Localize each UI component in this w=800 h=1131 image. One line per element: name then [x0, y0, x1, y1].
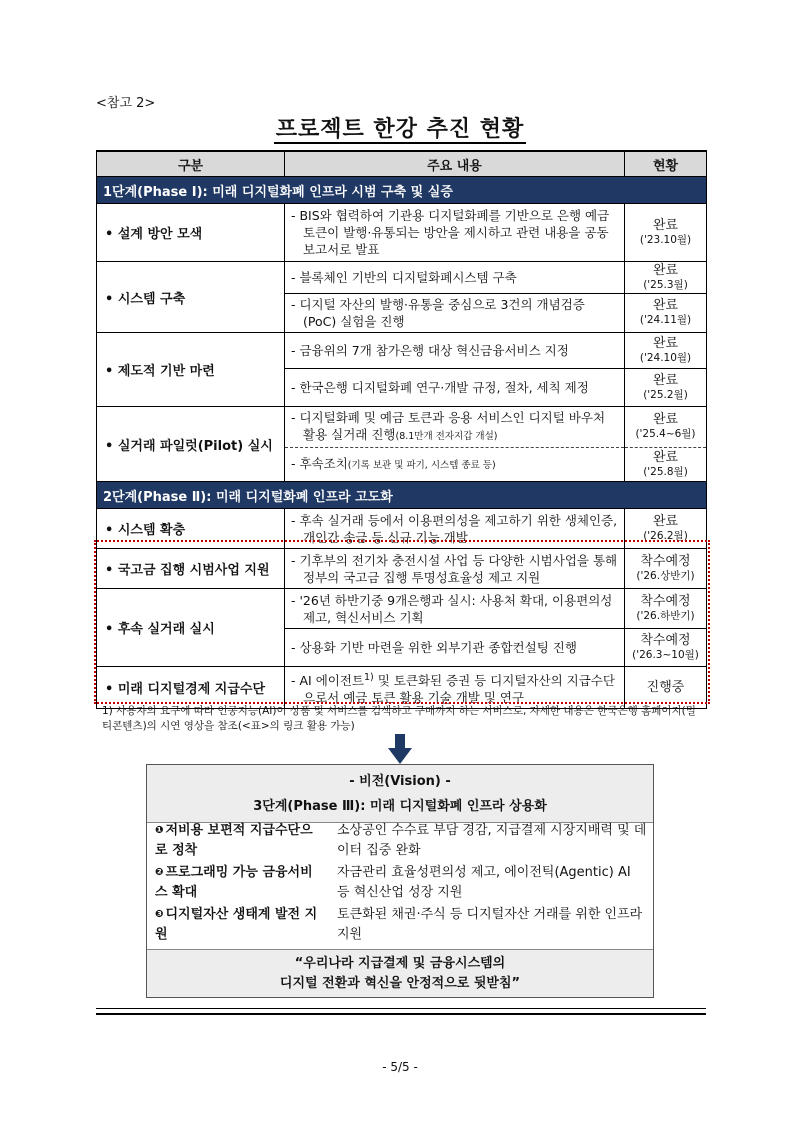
phase2-bar: 2단계(Phase Ⅱ): 미래 디지털화폐 인프라 고도화: [97, 482, 707, 509]
table-row: [97, 667, 707, 709]
row-status: 완료 ('25.8월): [625, 448, 707, 482]
row-content: - 후속 실거래 등에서 이용편의성을 제고하기 위한 생체인증, 개인간 송금 등 신규 기능 개발: [285, 509, 625, 549]
table-row: [97, 589, 707, 629]
row-content: - 금융위의 7개 참가은행 대상 혁신금융서비스 지정: [285, 333, 625, 369]
row-status: 착수예정 ('26.3~10월): [625, 629, 707, 667]
row-content: - '26년 하반기중 9개은행과 실시: 사용처 확대, 이용편의성 제고, 혁신서비스 기획: [285, 589, 625, 629]
vision-slogan: “우리나라 지급결제 및 금융시스템의 디지털 전환과 혁신을 안정적으로 뒷받침”: [147, 949, 653, 997]
row-content: - 한국은행 디지털화폐 연구·개발 규정, 절차, 세칙 제정: [285, 369, 625, 407]
table-row: [97, 262, 707, 294]
table-row: [97, 333, 707, 369]
header-content: 주요 내용: [285, 151, 625, 177]
row-content: - 후속조치(기록 보관 및 파기, 시스템 종료 등): [285, 448, 625, 482]
row-content: - 블록체인 기반의 디지털화폐시스템 구축: [285, 262, 625, 294]
row-content: - AI 에이전트$^{1)}$ 및 토큰화된 증권 등 디지털자산의 지급수단으로서 예금 토큰 활용 기술 개발 및 연구: [285, 667, 625, 709]
row-status: 착수예정 ('26.하반기): [625, 589, 707, 629]
row-category: • 시스템 확충: [97, 509, 285, 549]
row-content: - 기후부의 전기차 충전시설 사업 등 다양한 시범사업을 통해 정부의 국고금 집행 투명성효율성 제고 지원: [285, 549, 625, 589]
row-category: • 실거래 파일럿(Pilot) 실시: [97, 407, 285, 482]
footnote: 1) 사용자의 요구에 따라 인공지능(AI)이 상품 및 서비스를 검색하고 구매까지 하는 서비스로, 자세한 내용은 한국은행 홈페이지(멀티콘텐츠)의 시연 영상을 참조(<표>의 링크 활용 가능): [102, 705, 696, 732]
row-status: 완료 ('25.3월): [625, 262, 707, 294]
row-status: 진행중: [625, 667, 707, 709]
status-table: [96, 150, 707, 709]
table-row: [97, 509, 707, 549]
header-status: 현황: [625, 151, 707, 177]
phase1-bar: 1단계(Phase Ⅰ): 미래 디지털화폐 인프라 시범 구축 및 실증: [97, 177, 707, 204]
row-content: - 디지털 자산의 발행·유통을 중심으로 3건의 개념검증(PoC) 실험을 진행: [285, 294, 625, 333]
row-category: • 국고금 집행 시범사업 지원: [97, 549, 285, 589]
vision-box: - 비전(Vision) - 3단계(Phase Ⅲ): 미래 디지털화폐 인프라 상용화 $^❶$ 저비용 보편적 지급수단으로 정착 소상공인 수수료 부담 경감, 지급결제 시장지배력 및 데이터 집중 완화 $^❷$ 프로그래밍 가능 금융서비스 확대 자금관리 효율성편의성 제고, 에이전틱(Agentic) AI 등 혁신산업 성장 지원 $^❸$ 디지털자산 생태계 발전 지원 토큰화된 채권·주식 등 디지털자산 거래를 위한 인프라 지원 “우리나라 지급결제 및 금융시스템의 디지털 전환과 혁신을 안정적으로 뒷받침”: [146, 764, 654, 998]
row-content: - 상용화 기반 마련을 위한 외부기관 종합컨설팅 진행: [285, 629, 625, 667]
row-content: - BIS와 협력하여 기관용 디지털화폐를 기반으로 은행 예금 토큰이 발행·유통되는 방안을 제시하고 관련 내용을 공동보고서로 발표: [285, 204, 625, 262]
vision-label: - 비전(Vision) -: [349, 774, 451, 789]
row-status: 완료 ('24.10월): [625, 333, 707, 369]
row-category: • 제도적 기반 마련: [97, 333, 285, 407]
row-status: 완료 ('25.4~6월): [625, 407, 707, 448]
page-number: - 5/5 -: [382, 1060, 418, 1074]
page-title: 프로젝트 한강 추진 현황: [275, 117, 525, 142]
table-header-row: [97, 151, 707, 177]
row-status: 완료 ('23.10월): [625, 204, 707, 262]
row-status: 완료 ('25.2월): [625, 369, 707, 407]
row-content: - 디지털화폐 및 예금 토큰과 응용 서비스인 디지털 바우처 활용 실거래 진행(8.1만개 전자지갑 개설): [285, 407, 625, 448]
row-status: 완료 ('26.2월): [625, 509, 707, 549]
bottom-divider: [96, 1008, 706, 1015]
row-status: 착수예정 ('26.상반기): [625, 549, 707, 589]
table-row: [97, 204, 707, 262]
arrow-down-icon: [388, 734, 412, 764]
header-category: 구분: [97, 151, 285, 177]
table-row: [97, 549, 707, 589]
row-category: • 시스템 구축: [97, 262, 285, 333]
row-category: • 미래 디지털경제 지급수단: [97, 667, 285, 709]
vision-phase3: 3단계(Phase Ⅲ): 미래 디지털화폐 인프라 상용화: [253, 799, 547, 814]
vision-header: [147, 765, 653, 823]
row-status: 완료 ('24.11월): [625, 294, 707, 333]
row-category: • 설계 방안 모색: [97, 204, 285, 262]
reference-label: <참고 2>: [96, 96, 156, 111]
table-row: [97, 407, 707, 448]
row-category: • 후속 실거래 실시: [97, 589, 285, 667]
